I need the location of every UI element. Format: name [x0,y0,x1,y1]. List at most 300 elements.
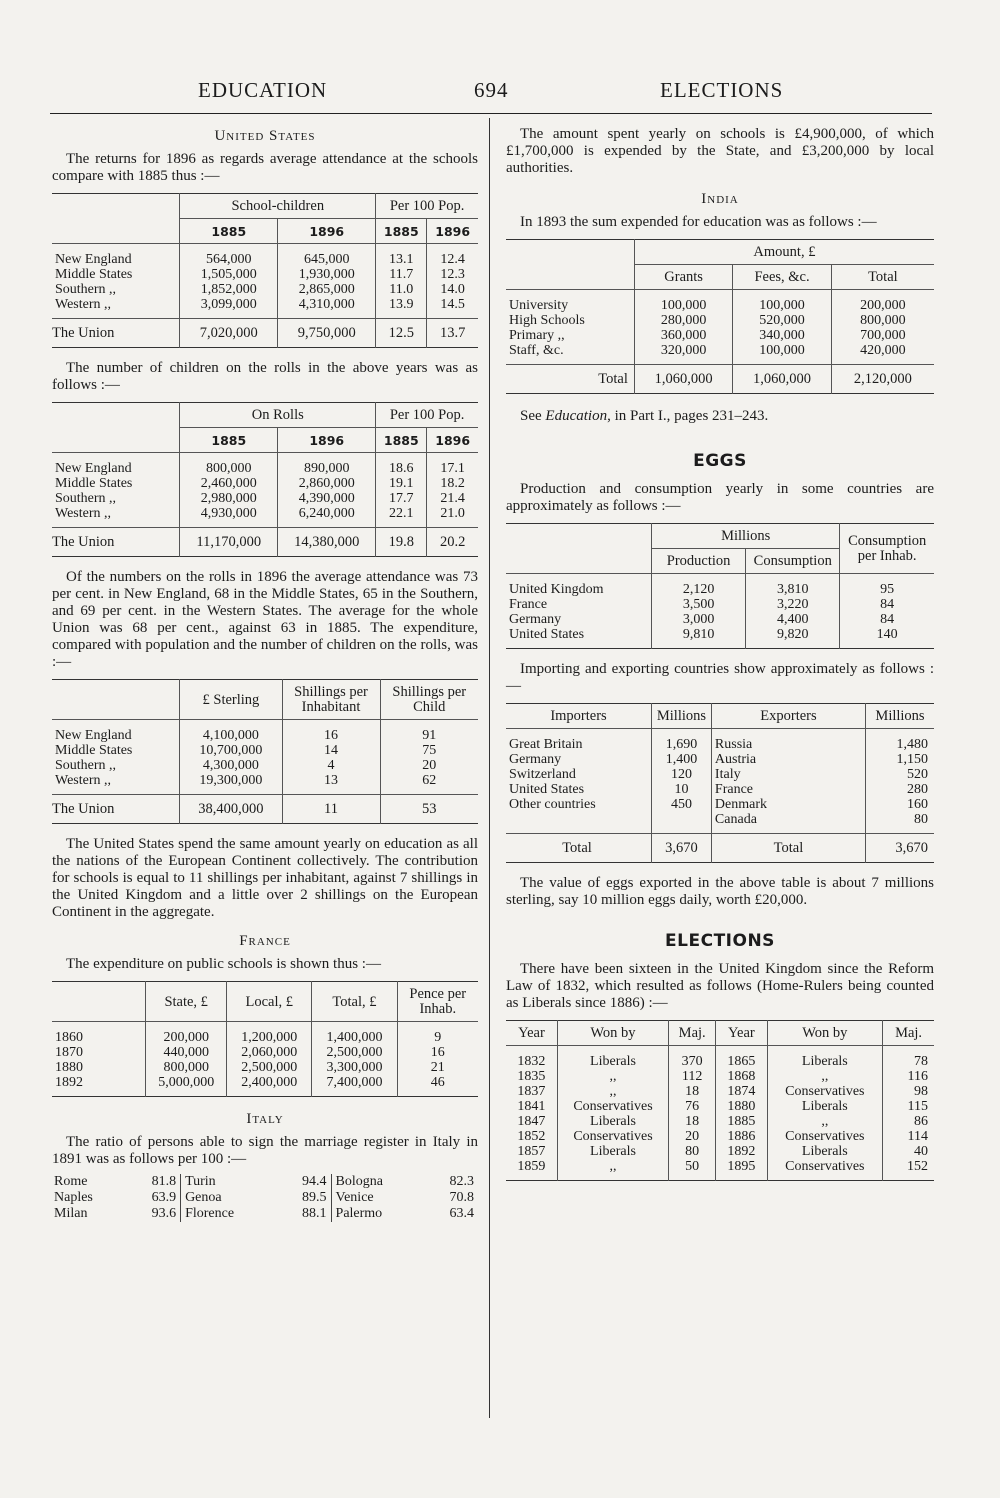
cell: 1859 [517,1159,546,1174]
table-row [506,290,934,314]
cell: 2,460,000 [180,476,278,491]
cell: 7,400,000 [312,1075,397,1097]
cell: 2,980,000 [180,491,278,506]
cell: 100,000 [634,290,732,314]
cell: 12.3 [427,267,478,282]
column-divider [489,118,490,1418]
schools-spent-text: The amount spent yearly on schools is £4,900,000, of which £1,700,000 is expended by the State, and £3,200,000 by local authorities. [506,126,934,176]
cell: 2,860,000 [278,476,376,491]
elections-intro-text: There have been sixteen in the United Kingdom since the Reform Law of 1832, which resulted as follows (Home-Rulers being counted as Liberals since 1886) :— [506,961,934,1011]
row-label: 1860 [55,1030,83,1045]
table-corner [52,680,180,720]
cell: 112 [669,1069,716,1084]
see-pre: See [520,408,546,424]
cell: 2,060,000 [227,1045,312,1060]
city-value: 70.8 [449,1190,474,1205]
row-label: Middle States [55,267,133,282]
table-row [506,1159,934,1181]
col-group-header: Per 100 Pop. [376,403,478,428]
col-header: 1885 [180,219,278,244]
table-row [506,797,934,812]
cell: 116 [883,1069,934,1084]
col-header: Fees, &c. [733,265,831,290]
eggs-closing-text: The value of eggs exported in the above table is about 7 millions sterling, say 10 million eggs daily, worth £20,000. [506,875,934,908]
row-label: Primary ,, [509,328,565,343]
cell: 1880 [716,1099,767,1114]
table-row [506,574,934,598]
cell: 1895 [716,1159,767,1181]
table-row [52,1022,478,1046]
cell: 520 [866,767,935,782]
see-italic-link-text: Education [545,408,608,424]
cell: 520,000 [733,313,831,328]
cell: 14.5 [427,297,478,319]
cell: 11,170,000 [180,528,278,557]
table-row [506,1099,934,1114]
city-name: Genoa [181,1190,278,1206]
cell: 2,400,000 [227,1075,312,1097]
section-heading-france: France [239,933,291,949]
exporter-name: Russia [711,729,865,753]
section-heading-italy: Italy [246,1111,284,1127]
italy-table [52,1174,478,1222]
cell: 152 [883,1159,934,1181]
col-header: Production [652,549,746,574]
table-row [506,1069,934,1084]
cell: 19.1 [376,476,427,491]
cell: 1835 [517,1069,546,1084]
table-row [52,1075,478,1097]
cell: 14 [282,743,380,758]
table-row [52,282,478,297]
table-row [506,1114,934,1129]
cell: 18.2 [427,476,478,491]
cell: 3,220 [746,597,840,612]
table-row [506,729,934,753]
cell: 280,000 [634,313,732,328]
row-label: France [509,597,548,612]
col-header: 1885 [376,219,427,244]
cell: 12.5 [376,319,427,348]
table-row [506,313,934,328]
col-header: Grants [634,265,732,290]
running-header [50,78,932,112]
importer-name: United States [509,782,585,797]
cell: 40 [883,1144,934,1159]
cell: 4 [282,758,380,773]
cell: 800,000 [831,313,934,328]
cell: 1,200,000 [227,1022,312,1046]
cell: 115 [883,1099,934,1114]
rolls-text: Of the numbers on the rolls in 1896 the average attendance was 73 per cent. in New England, 68 in the Middle States, 65 in the Southern, and 69 per cent. in the Western States. The average for the whole Union was 68 per cent., against 63 in 1885. The expenditure, compared with population and the number of children on the rolls, was :— [52,569,478,670]
cell: 3,000 [652,612,746,627]
cell: Conservatives [767,1129,883,1144]
cell: 700,000 [831,328,934,343]
city-name: Venice [331,1190,425,1206]
cell: 1,480 [866,729,935,753]
cell: 1885 [716,1114,767,1129]
table-total-row [52,319,478,348]
table-row [52,506,478,528]
city-value: 63.9 [151,1190,177,1205]
row-label: The Union [52,795,180,824]
cell: 420,000 [831,343,934,365]
us-closing-text: The United States spend the same amount yearly on education as all the nations of the European Continent collectively. The contribution for schools is equal to 11 shillings per inhabitant, against 7 shillings in the United Kingdom and a little over 2 shillings on the European Continent in the aggregate. [52,836,478,920]
cell: 340,000 [733,328,831,343]
cell: 22.1 [376,506,427,528]
col-header: 1896 [278,428,376,453]
header-right-title: ELECTIONS [660,78,784,102]
cell: 16 [282,720,380,744]
row-label: New England [55,461,132,476]
table-total-row [52,528,478,557]
cell: 160 [866,797,935,812]
row-label: Germany [509,612,562,627]
cell: 1832 [517,1054,546,1069]
col-header: Maj. [669,1021,716,1046]
table-corner [506,240,634,290]
cell: 4,100,000 [180,720,282,744]
table-row [52,1060,478,1075]
cell: 200,000 [831,290,934,314]
table-row [52,758,478,773]
cell [652,812,712,834]
col-header: Importers [506,704,652,729]
cell: 46 [397,1075,478,1097]
cell: 3,300,000 [312,1060,397,1075]
cell: 20 [380,758,478,773]
cell: Conservatives [767,1084,883,1099]
cell: 13 [282,773,380,795]
cell: 1874 [716,1084,767,1099]
cell: 84 [840,597,934,612]
cell: 440,000 [146,1045,227,1060]
col-group-header: Amount, £ [634,240,934,265]
cell: 2,120 [652,574,746,598]
row-label: United States [509,627,585,642]
table-row [506,1129,934,1144]
table-row [506,1084,934,1099]
table-row [52,267,478,282]
cell: 100,000 [733,343,831,365]
italy-intro-text: The ratio of persons able to sign the marriage register in Italy in 1891 was as follows per 100 :— [52,1134,478,1167]
cell: 14,380,000 [278,528,376,557]
importer-name: Other countries [509,797,596,812]
cell: 450 [652,797,712,812]
elections-table [506,1020,934,1181]
row-label: Total [506,365,634,394]
cell: 890,000 [278,453,376,477]
city-name: Naples [54,1190,93,1205]
cell: 13.7 [427,319,478,348]
cell: 76 [669,1099,716,1114]
cell: 9 [397,1022,478,1046]
cell: 4,310,000 [278,297,376,319]
cell: 3,500 [652,597,746,612]
cell: 2,500,000 [227,1060,312,1075]
cell: 13.1 [376,244,427,268]
us-expenditure-table [52,679,478,824]
city-name: Turin [181,1174,278,1190]
cell: 114 [883,1129,934,1144]
cell: 78 [883,1046,934,1070]
cell: 1857 [517,1144,546,1159]
cell: 3,670 [652,834,712,863]
row-label: High Schools [509,313,585,328]
cell: 98 [883,1084,934,1099]
eggs-production-table [506,523,934,649]
table-row [52,1045,478,1060]
cell: 9,750,000 [278,319,376,348]
cell: ,, [767,1069,883,1084]
cell: Conservatives [557,1129,668,1144]
col-header: Millions [866,704,935,729]
col-header: Local, £ [227,982,312,1022]
page-number: 694 [474,78,509,102]
cell: 800,000 [146,1060,227,1075]
cell: Liberals [557,1144,668,1159]
table-row [52,1174,478,1190]
table-row [52,1206,478,1222]
cell: 120 [652,767,712,782]
us-attendance-table [52,193,478,348]
table-row [506,343,934,365]
table-total-row [52,795,478,824]
col-header: Maj. [883,1021,934,1046]
see-reference [506,408,934,425]
cell: 86 [883,1114,934,1129]
cell: 18 [669,1084,716,1099]
row-label: Total [711,834,865,863]
cell: 95 [840,574,934,598]
col-header: Millions [652,704,712,729]
col-header: Consumption per Inhab. [840,524,934,574]
col-group-header: Per 100 Pop. [376,194,478,219]
cell: ,, [557,1159,668,1181]
city-value: 94.4 [302,1174,327,1189]
cell: Conservatives [767,1159,883,1181]
table-corner [52,982,146,1022]
header-left-title: EDUCATION [198,78,328,102]
table-row [506,1144,934,1159]
row-label: Southern ,, [55,491,117,506]
col-header: Won by [767,1021,883,1046]
cell: 91 [380,720,478,744]
row-label: Southern ,, [55,758,117,773]
cell: 1868 [716,1069,767,1084]
importer-name: Great Britain [509,737,583,752]
cell: 9,810 [652,627,746,649]
row-label: Southern ,, [55,282,117,297]
col-header: Year [716,1021,767,1046]
cell: 11.7 [376,267,427,282]
col-header: Pence per Inhab. [397,982,478,1022]
cell: 140 [840,627,934,649]
col-header: £ Sterling [180,680,282,720]
cell: 280 [866,782,935,797]
cell: 19,300,000 [180,773,282,795]
cell: 18 [669,1114,716,1129]
cell: 10,700,000 [180,743,282,758]
city-name: Palermo [331,1206,425,1222]
col-header: Shillings per Inhabitant [282,680,380,720]
cell: 62 [380,773,478,795]
row-label: Western ,, [55,506,112,521]
cell: 9,820 [746,627,840,649]
cell: 1837 [517,1084,546,1099]
cell: 14.0 [427,282,478,297]
city-name: Florence [181,1206,278,1222]
cell: 360,000 [634,328,732,343]
right-column [506,126,934,1193]
table-row [52,720,478,744]
row-label: Middle States [55,743,133,758]
table-row [52,773,478,795]
col-header: 1896 [278,219,376,244]
table-total-row [506,834,934,863]
table-total-row [506,365,934,394]
col-header: Consumption [746,549,840,574]
cell: 16 [397,1045,478,1060]
col-group-header: Millions [652,524,840,549]
cell: 11 [282,795,380,824]
cell: 20 [669,1129,716,1144]
table-row [52,453,478,477]
cell: 370 [669,1046,716,1070]
row-label: Western ,, [55,297,112,312]
left-column [52,126,478,1222]
cell: 10 [652,782,712,797]
table-row [506,597,934,612]
cell: 11.0 [376,282,427,297]
cell: 1,400 [652,752,712,767]
importer-name: Switzerland [509,767,576,782]
cell: 1,930,000 [278,267,376,282]
exporter-name: Italy [711,767,865,782]
cell: 564,000 [180,244,278,268]
cell: 1,400,000 [312,1022,397,1046]
col-header: 1885 [180,428,278,453]
cell: ,, [557,1084,668,1099]
cell: 17.7 [376,491,427,506]
cell: 2,120,000 [831,365,934,394]
cell: 4,300,000 [180,758,282,773]
row-label: Total [506,834,652,863]
cell: 1,690 [652,729,712,753]
cell: 7,020,000 [180,319,278,348]
cell: 17.1 [427,453,478,477]
cell: 645,000 [278,244,376,268]
cell: 80 [669,1144,716,1159]
section-heading-us: United States [214,128,316,144]
row-label: 1880 [55,1060,83,1075]
cell: 1,505,000 [180,267,278,282]
cell: 800,000 [180,453,278,477]
cell: 20.2 [427,528,478,557]
cell: 4,400 [746,612,840,627]
city-name: Bologna [331,1174,425,1190]
india-intro-text: In 1893 the sum expended for education was as follows :— [520,214,877,230]
table-corner [52,403,180,453]
city-value: 93.6 [151,1206,177,1221]
city-value: 89.5 [302,1190,327,1205]
row-label: New England [55,728,132,743]
cell: 2,865,000 [278,282,376,297]
cell: 21 [397,1060,478,1075]
importer-name: Germany [509,752,562,767]
city-name: Rome [54,1174,88,1189]
section-heading-elections: ELECTIONS [665,931,775,951]
cell: Liberals [767,1099,883,1114]
table-row [506,767,934,782]
cell: 12.4 [427,244,478,268]
rolls-intro-text: The number of children on the rolls in the above years was as follows :— [52,360,478,393]
india-table [506,239,934,394]
cell: 1852 [517,1129,546,1144]
cell: 19.8 [376,528,427,557]
cell: 1865 [716,1046,767,1070]
exporter-name: Denmark [711,797,865,812]
table-row [506,627,934,649]
cell: 75 [380,743,478,758]
cell: 84 [840,612,934,627]
row-label: Middle States [55,476,133,491]
table-row [506,612,934,627]
row-label: Staff, &c. [509,343,564,358]
table-corner [506,524,652,574]
row-label: 1892 [55,1075,83,1090]
cell: 1,060,000 [634,365,732,394]
cell: 320,000 [634,343,732,365]
cell: 1,060,000 [733,365,831,394]
cell: 100,000 [733,290,831,314]
cell: 3,099,000 [180,297,278,319]
col-header: 1885 [376,428,427,453]
city-value: 63.4 [449,1206,474,1221]
us-rolls-table [52,402,478,557]
row-label: The Union [52,528,180,557]
exporter-name: Austria [711,752,865,767]
cell: 1892 [716,1144,767,1159]
france-intro-text: The expenditure on public schools is shown thus :— [66,956,381,972]
table-row [52,297,478,319]
table-row [506,782,934,797]
table-row [52,491,478,506]
cell: 53 [380,795,478,824]
cell: 18.6 [376,453,427,477]
table-row [506,328,934,343]
table-row [52,1190,478,1206]
trade-intro-text: Importing and exporting countries show approximately as follows :— [506,661,934,694]
table-corner [52,194,180,244]
city-value: 82.3 [449,1174,474,1189]
table-row [52,244,478,268]
cell: 1847 [517,1114,546,1129]
row-label: The Union [52,319,180,348]
col-header: Total, £ [312,982,397,1022]
cell: 13.9 [376,297,427,319]
cell: Liberals [767,1046,883,1070]
see-post: , in Part I., pages 231–243. [607,408,769,424]
table-row [52,476,478,491]
col-header: State, £ [146,982,227,1022]
cell: Liberals [557,1046,668,1070]
row-label: 1870 [55,1045,83,1060]
eggs-trade-table [506,703,934,863]
france-table [52,981,478,1097]
col-header: 1896 [427,428,478,453]
cell: 200,000 [146,1022,227,1046]
